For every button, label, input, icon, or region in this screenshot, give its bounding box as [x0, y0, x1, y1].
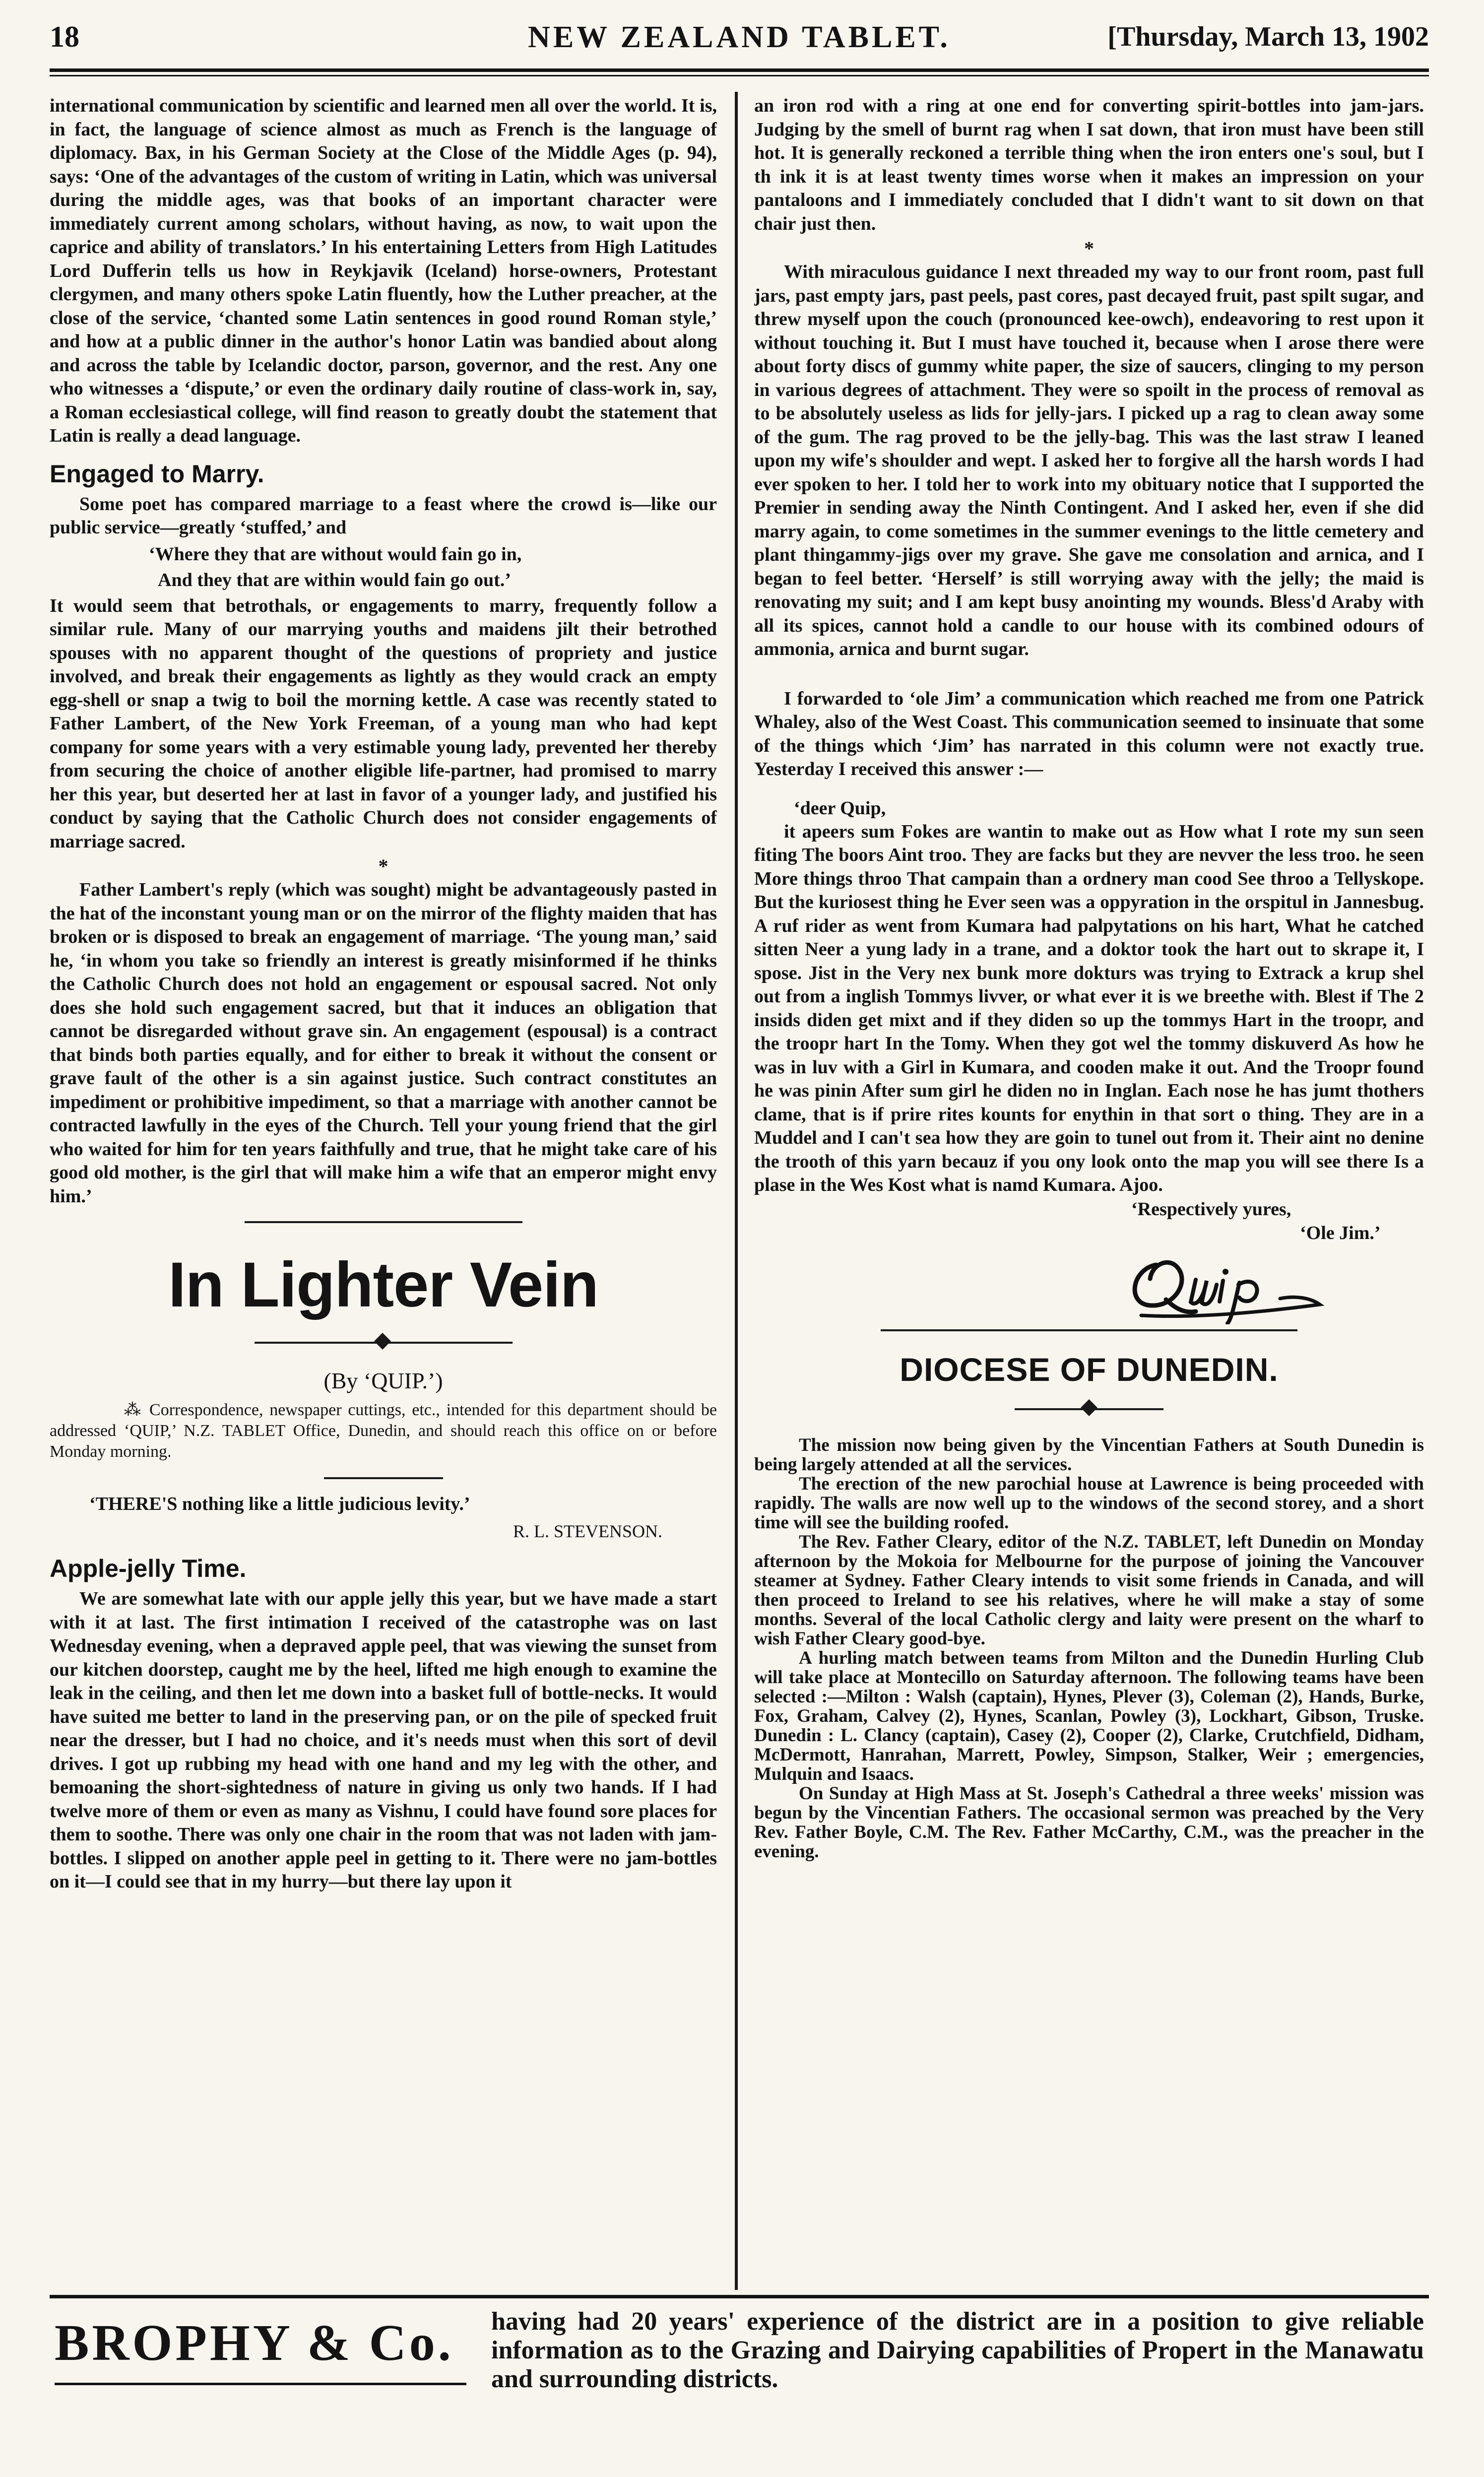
epigraph-quote: ‘THERE'S nothing like a little judicious levity.’	[89, 1494, 470, 1514]
section-star: *	[378, 855, 388, 877]
section-star-right: *	[1084, 237, 1094, 260]
engaged-heading: Engaged to Marry.	[50, 459, 264, 488]
diocese-item: On Sunday at High Mass at St. Joseph's Cathedral a three weeks' mission was begun by the Vincentian Fathers. The occasional sermon was preached by the Very Rev. Father Boyle, C.M. The Rev. Father McCarthy, C.M., was the preacher in the evening.	[754, 1783, 1424, 1862]
right-column	[754, 94, 1424, 2238]
advert-company-name: BROPHY & Co.	[55, 2314, 454, 2371]
continued-paragraph: an iron rod with a ring at one end for converting spirit-bottles into jam-jars. Judging by the smell of burnt rag when I sat down, that iron must have been still hot. It is generally reckoned a terrible thing when the iron enters one's soul, but I th ink it is at least twenty times worse when it makes an impression on your pantaloons and I immediately concluded that I didn't want to sit down on that chair just then.	[754, 95, 1424, 234]
letter-signoff: ‘Respectively yures,	[1131, 1198, 1291, 1220]
advert-text: having had 20 years' experience of the district are in a position to give reliable information as to the Grazing and Dairying capabilities of Propert in the Manawatu and surrounding districts.	[491, 2307, 1424, 2393]
diocese-item: The mission now being given by the Vincentian Fathers at South Dunedin is being largely attended at all the services.	[754, 1434, 1424, 1475]
footer-rule	[50, 2295, 1429, 2298]
header-double-rule	[50, 68, 1429, 76]
verse-line-1: ‘Where they that are without would fain go in,	[149, 543, 522, 565]
verse-line-2: And they that are within would fain go out.’	[158, 569, 511, 590]
quip-signature-flourish	[1121, 1250, 1330, 1324]
page-header	[50, 20, 1429, 69]
front-room-paragraph: With miraculous guidance I next threaded my way to our front room, past full jars, past empty jars, past peels, past cores, past decayed fruit, past spilt sugar, and threw myself upon the couch (pronounced kee-owch), endeavoring to rest upon it without touching it. But I must have touched it, because when I arose there were about forty discs of gummy white paper, the size of saucers, clinging to my person in various degrees of attachment. They were so spoilt in the process of removal as to be absolutely useless as lids for jelly-jars. I picked up a rag to clean away some of the gum. The rag proved to be the jelly-bag. This was the last straw I leaned upon my wife's shoulder and wept. I asked her to forgive all the harsh words I had ever spoken to her. I told her to work into my obituary notice that I supported the Premier in sending away the Ninth Contingent. And I asked her, even if she did marry again, to come sometimes in the summer evenings to the little cemetery and plant thingammy-jigs over my grave. She gave me consolation and arnica, and I began to feel better. ‘Herself’ is still worrying away with the jelly; the maid is renovating my suit; and I am kept busy anointing my wounds. Bless'd Araby with all its spices, cannot hold a candle to our house with its combined odours of ammonia, arnica and burnt sugar.	[754, 261, 1424, 659]
latin-paragraph: international communication by scientific and learned men all over the world. It is, in fact, the language of science almost as much as French is the language of diplomacy. Bax, in his German Society at the Close of the Middle Ages (p. 94), says: ‘One of the advantages of the custom of writing in Latin, which was universal during the middle ages, was that books of an important character were immediately current among scholars, without having, as now, to wait upon the caprice and ability of translators.’ In his entertaining Letters from High Latitudes Lord Dufferin tells us how in Reykjavik (Iceland) horse-owners, Protestant clergymen, and many others spoke Latin fluently, how the Luther preacher, at the close of the service, ‘chanted some Latin sentences in good round Roman style,’ and how at a public dinner in the author's honor Latin was bandied about along and across the table by Icelandic doctor, parson, governor, and the rest. Any one who witnesses a ‘dispute,’ or even the ordinary daily routine of class-work in, say, a Roman ecclesiastical college, will find reason to greatly doubt the statement that Latin is really a dead language.	[50, 95, 717, 446]
diocese-top-rule	[881, 1329, 1297, 1331]
column-divider	[735, 92, 738, 2290]
diocese-item: A hurling match between teams from Milton and the Dunedin Hurling Club will take place at Montecillo on Saturday afternoon. The following teams have been selected :—Milton : Walsh (captain), Hynes, Plever (3), Coleman (2), Hands, Burke, Fox, Graham, Calvey (2), Hynes, Scanlan, Powley (3), Lockhart, Gibson, Truske. Dunedin : L. Clancy (captain), Casey (2), Cooper (2), Clarke, Crutchfield, Didham, McDermott, Hanrahan, Marrett, Powley, Simpson, Stalker, Weir ; emergencies, Mulquin and Isaacs.	[754, 1647, 1424, 1784]
correspondence-notice: ⁂ Correspondence, newspaper cuttings, etc., intended for this department should be addressed ‘QUIP,’ N.Z. TABLET Office, Dunedin, and should reach this office on or before Monday morning.	[50, 1401, 717, 1461]
diocese-title: DIOCESE OF DUNEDIN.	[900, 1351, 1279, 1388]
forwarded-paragraph: I forwarded to ‘ole Jim’ a communication which reached me from one Patrick Whaley, also of the West Coast. This communication seemed to insinuate that some of the things which ‘Jim’ has narrated in this column were not exactly true. Yesterday I received this answer :—	[754, 688, 1424, 780]
letter-salutation: ‘deer Quip,	[794, 797, 886, 819]
byline: (By ‘QUIP.’)	[323, 1368, 443, 1393]
left-column	[50, 94, 717, 2238]
letter-signature-name: ‘Ole Jim.’	[1300, 1222, 1381, 1243]
diocese-ornament	[1015, 1399, 1163, 1419]
page-number: 18	[50, 20, 79, 53]
section-rule	[245, 1221, 522, 1223]
engaged-intro: Some poet has compared marriage to a feast where the crowd is—like our public service—greatly ‘stuffed,’ and	[50, 493, 717, 538]
engaged-paragraph-2: It would seem that betrothals, or engagements to marry, frequently follow a similar rule. Many of our marrying youths and maidens jilt their betrothed spouses with no apparent thought of the questions of propriety and justice involved, and break their engagements as lightly as they would crack an empty egg-shell or snap a twig to boil the morning kettle. A case was recently stated to Father Lambert, of the New York Freeman, of a young man who had kept company for some years with a very estimable young lady, prevented her thereby from securing the choice of another eligible life-partner, had promised to marry her this year, but deserted her at last in favor of a younger lady, and justified his conduct by saying that the Catholic Church does not consider engagements of marriage sacred.	[50, 595, 717, 852]
issue-date: [Thursday, March 13, 1902	[1107, 21, 1429, 52]
masthead-title: NEW ZEALAND TABLET.	[528, 20, 951, 54]
diocese-item: The Rev. Father Cleary, editor of the N.Z. TABLET, left Dunedin on Monday afternoon by the Mokoia for Melbourne for the purpose of joining the Vancouver steamer at Sydney. Father Cleary intends to visit some friends in Canada, and will then proceed to Ireland to see his relatives, where he will make a stay of some months. Several of the local Catholic clergy and laity were present on the wharf to wish Father Cleary good-bye.	[754, 1531, 1424, 1649]
advert-underline	[55, 2383, 466, 2385]
lighter-vein-title: In Lighter Vein	[168, 1249, 598, 1320]
title-ornament	[255, 1332, 513, 1352]
apple-jelly-paragraph: We are somewhat late with our apple jelly this year, but we have made a start with it at last. The first intimation I received of the catastrophe was on last Wednesday evening, when a depraved apple peel, that was viewing the sunset from our kitchen doorstep, caught me by the heel, lifted me high enough to examine the leak in the ceiling, and then let me down into a basket full of bottle-necks. It would have suited me better to land in the preserving pan, or on the pile of specked fruit near the dresser, but I had no choice, and it's needs must when this sort of devil drives. I got up rubbing my head with one hand and my leg with the other, and bemoaning the short-sightedness of nature in giving us only two hands. If I had twelve more of them or even as many as Vishnu, I could have found sore places for them to soothe. There was only one chair in the room that was not laden with jam-bottles. I slipped on another apple peel in getting to it. There were no jam-bottles on it—I could see that in my hurry—but there lay upon it	[50, 1588, 717, 1892]
diocese-item: The erection of the new parochial house at Lawrence is being proceeded with rapidly. The walls are now well up to the windows of the second storey, and a short time will see the building roofed.	[754, 1473, 1424, 1533]
ole-jim-letter: it apeers sum Fokes are wantin to make out as How what I rote my sun seen fiting The boors Aint troo. They are facks but they are nevver the less troo. he seen More things throo That campain than a ordnery man cood See throo a Tellyskope. But the kuriosest thing he Ever seen was a oppyration in the orspitul in Jannesbug. A ruf rider as went from Kumara had palpytations on his hart, What he catched sitten Neer a yung lady in a trane, and a doktor took the hart out to skrape it, I spose. Jist in the Very nex bunk more dokturs was trying to Extrack a krup shel out from a inglish Tommys livver, or what ever it is we breethe with. Blest if The 2 insids diden get mixt and if they diden so up the tommys Hart in the troopr, and the troopr hart In the Tomy. When they got wel the tommy diskuverd As how he was in luv with a Girl in Kumara, and cooden make it out. And the Troopr found he was pinin After sum girl he diden no in Inglan. Each nose he has jumt thothers clame, that is if prire rites kounts for enythin in that sort o thing. They are in a Muddel and I can't sea how they are goin to tunel out from it. Their aint no denine the trooth of this yarn becauz if you ony look onto the map you will see there Is a plase in the Wes Kost what is namd Kumara. Ajoo.	[754, 821, 1424, 1195]
apple-jelly-heading: Apple-jelly Time.	[50, 1555, 247, 1582]
epigraph-attribution: R. L. STEVENSON.	[513, 1521, 662, 1541]
engaged-paragraph-3: Father Lambert's reply (which was sought) might be advantageously pasted in the hat of the inconstant young man or on the mirror of the flighty maiden that has broken or is disposed to break an engagement of marriage. ‘The young man,’ said he, ‘in whom you take so friendly an interest is greatly misinformed if he thinks the Catholic Church does not hold an engagement or espousal sacred. Not only does she hold such engagement sacred, but that it induces an obligation that cannot be disregarded without grave sin. An engagement (espousal) is a contract that binds both parties equally, and for either to break it without the consent or grave fault of the other is a sin against justice. Such contract constitutes an impediment or prohibitive impediment, so that a marriage with another cannot be contracted lawfully in the eyes of the Church. Tell your young friend that the girl who waited for him for ten years faithfully and true, that he might take care of his good old mother, is the girl that will make him a wife that an emperor might envy him.’	[50, 879, 717, 1207]
